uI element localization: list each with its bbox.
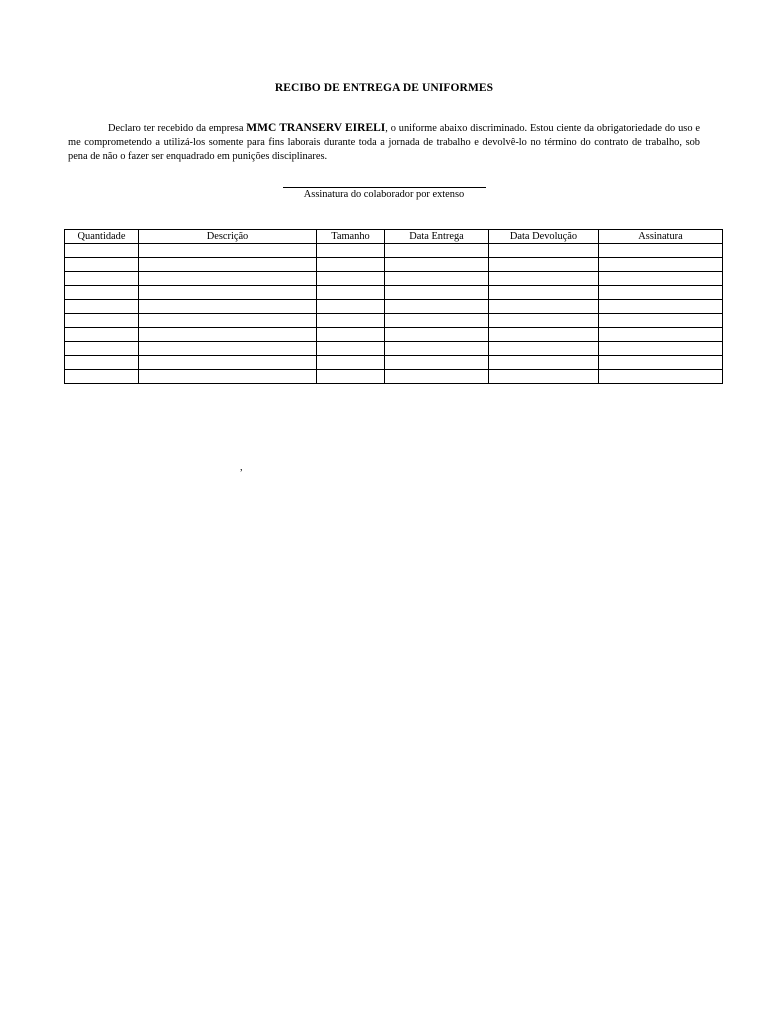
cell-quantidade (65, 328, 139, 342)
cell-descricao (139, 300, 317, 314)
cell-descricao (139, 370, 317, 384)
cell-tamanho (317, 300, 385, 314)
cell-tamanho (317, 342, 385, 356)
cell-data-entrega (385, 370, 489, 384)
cell-descricao (139, 286, 317, 300)
cell-tamanho (317, 244, 385, 258)
cell-data-devolucao (489, 244, 599, 258)
header-quantidade: Quantidade (65, 230, 139, 244)
cell-data-entrega (385, 328, 489, 342)
cell-tamanho (317, 328, 385, 342)
cell-data-entrega (385, 356, 489, 370)
declaration-text-before: Declaro ter recebido da empresa (108, 123, 247, 134)
cell-data-entrega (385, 314, 489, 328)
cell-data-entrega (385, 258, 489, 272)
signature-label: Assinatura do colaborador por extenso (303, 189, 465, 200)
cell-assinatura (599, 328, 723, 342)
cell-data-entrega (385, 342, 489, 356)
table-row (65, 286, 723, 300)
header-data-devolucao: Data Devolução (489, 230, 599, 244)
stray-comma: , (240, 462, 243, 473)
cell-quantidade (65, 258, 139, 272)
table-row (65, 244, 723, 258)
cell-data-entrega (385, 300, 489, 314)
cell-descricao (139, 244, 317, 258)
cell-assinatura (599, 370, 723, 384)
cell-tamanho (317, 370, 385, 384)
declaration-text-after: , o uniforme abaixo discriminado. Estou ciente da obrigatoriedade do uso e me comprometendo a utilizá-los somente para fins laborais durante toda a jornada de trabalho e devolvê-lo no término do contrato de trabalho, sob pena de não o fazer ser enquadrado em punições disciplinares. (68, 123, 700, 162)
cell-assinatura (599, 314, 723, 328)
uniform-table (64, 229, 723, 384)
table-row (65, 272, 723, 286)
cell-quantidade (65, 272, 139, 286)
header-descricao: Descrição (139, 230, 317, 244)
cell-data-devolucao (489, 314, 599, 328)
cell-data-entrega (385, 286, 489, 300)
cell-assinatura (599, 300, 723, 314)
signature-line (283, 187, 486, 188)
cell-descricao (139, 258, 317, 272)
cell-quantidade (65, 244, 139, 258)
header-assinatura: Assinatura (599, 230, 723, 244)
cell-assinatura (599, 272, 723, 286)
cell-assinatura (599, 342, 723, 356)
cell-quantidade (65, 356, 139, 370)
table-row (65, 258, 723, 272)
cell-data-devolucao (489, 300, 599, 314)
cell-data-devolucao (489, 342, 599, 356)
cell-assinatura (599, 356, 723, 370)
cell-data-devolucao (489, 370, 599, 384)
cell-descricao (139, 342, 317, 356)
document-title: RECIBO DE ENTREGA DE UNIFORMES (274, 82, 494, 94)
header-data-entrega: Data Entrega (385, 230, 489, 244)
cell-data-entrega (385, 244, 489, 258)
table-header-row (65, 230, 723, 244)
cell-quantidade (65, 342, 139, 356)
table-row (65, 356, 723, 370)
cell-assinatura (599, 258, 723, 272)
cell-data-devolucao (489, 258, 599, 272)
cell-data-devolucao (489, 328, 599, 342)
cell-descricao (139, 272, 317, 286)
cell-tamanho (317, 286, 385, 300)
cell-tamanho (317, 258, 385, 272)
cell-data-entrega (385, 272, 489, 286)
cell-tamanho (317, 272, 385, 286)
cell-quantidade (65, 300, 139, 314)
company-name: MMC TRANSERV EIRELI (246, 122, 386, 134)
cell-data-devolucao (489, 286, 599, 300)
cell-descricao (139, 314, 317, 328)
cell-tamanho (317, 356, 385, 370)
table-row (65, 370, 723, 384)
cell-tamanho (317, 314, 385, 328)
declaration-paragraph (68, 121, 700, 164)
table-row (65, 300, 723, 314)
table-row (65, 328, 723, 342)
cell-data-devolucao (489, 272, 599, 286)
cell-quantidade (65, 314, 139, 328)
cell-assinatura (599, 244, 723, 258)
cell-data-devolucao (489, 356, 599, 370)
cell-descricao (139, 356, 317, 370)
cell-quantidade (65, 286, 139, 300)
table-row (65, 342, 723, 356)
cell-assinatura (599, 286, 723, 300)
table-body (65, 244, 723, 384)
table-row (65, 314, 723, 328)
cell-descricao (139, 328, 317, 342)
cell-quantidade (65, 370, 139, 384)
header-tamanho: Tamanho (317, 230, 385, 244)
